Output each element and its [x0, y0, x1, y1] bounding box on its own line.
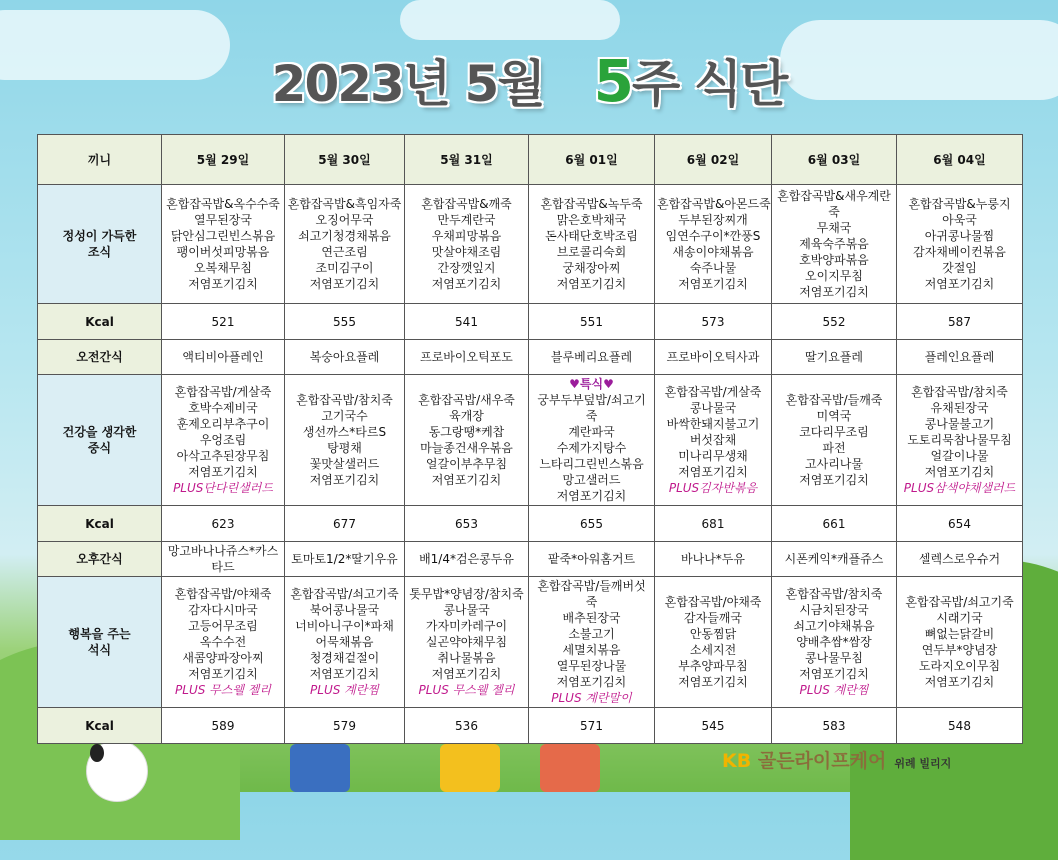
menu-item: 죽 — [585, 595, 598, 609]
breakfast-kcal-row — [38, 304, 1023, 340]
dinner-kcal-row — [38, 708, 1023, 744]
character-legs — [440, 744, 500, 792]
header-day: 5월 30일 — [285, 135, 405, 185]
kcal-value: 661 — [772, 506, 897, 542]
menu-item: 죽 — [585, 409, 598, 423]
kcal-value: 677 — [285, 506, 405, 542]
kcal-value: 654 — [897, 506, 1023, 542]
menu-item: 저염포기김치 — [799, 667, 869, 681]
kcal-value: 583 — [772, 708, 897, 744]
snack-item: 팥죽*아워홈거트 — [529, 542, 655, 577]
menu-item: 버섯잡채 — [689, 433, 737, 447]
dinner-cell — [529, 577, 655, 708]
title-week-number: 5 — [593, 47, 632, 115]
menu-item: 저염포기김치 — [431, 277, 502, 291]
kcal-value: 545 — [655, 708, 772, 744]
menu-item: 궁부두부덮밥/쇠고기 — [537, 393, 646, 407]
menu-item: 톳무밥*양념장/참치죽 — [409, 587, 524, 601]
plus-item: PLUS 계란찜 — [799, 683, 869, 697]
breakfast-cell — [655, 185, 772, 304]
breakfast-cell — [405, 185, 529, 304]
menu-item: 동그랑땡*케찹 — [428, 425, 505, 439]
pm-snack-label: 오후간식 — [38, 542, 162, 577]
menu-item: 혼합잡곡밥/야채죽 — [174, 587, 272, 601]
menu-item: 육개장 — [449, 409, 484, 423]
menu-item: 콩나물국 — [443, 603, 490, 617]
menu-item: 혼합잡곡밥/참치죽 — [296, 393, 393, 407]
menu-item: 수제가지탕수 — [556, 441, 627, 455]
menu-item: 훈제오리부추구이 — [176, 417, 270, 431]
plus-item: PLUS삼색야채샐러드 — [903, 481, 1016, 495]
menu-item: 저염포기김치 — [924, 465, 995, 479]
kcal-value: 541 — [405, 304, 529, 340]
menu-item: 저염포기김치 — [924, 675, 995, 689]
dinner-label: 행복을 주는 석식 — [38, 577, 162, 708]
kcal-label: Kcal — [38, 708, 162, 744]
menu-item: 저염포기김치 — [799, 285, 869, 299]
menu-item: 생선까스*타르S — [302, 425, 387, 439]
menu-item: 저염포기김치 — [556, 675, 627, 689]
snack-item: 배1/4*검은콩두유 — [405, 542, 529, 577]
cloud — [400, 0, 620, 40]
dinner-cell — [162, 577, 285, 708]
kcal-value: 587 — [897, 304, 1023, 340]
kcal-value: 536 — [405, 708, 529, 744]
menu-item: 저염포기김치 — [556, 277, 627, 291]
menu-item: 북어콩나물국 — [309, 603, 380, 617]
menu-item: 오복채무침 — [194, 261, 252, 275]
menu-item: 가자미카레구이 — [425, 619, 508, 633]
dinner-cell — [405, 577, 529, 708]
kcal-value: 552 — [772, 304, 897, 340]
lunch-cell — [529, 375, 655, 506]
menu-item: 혼합잡곡밥/게살죽 — [664, 385, 762, 399]
snack-item: 바나나*두유 — [655, 542, 772, 577]
menu-item: 콩나물무침 — [805, 651, 863, 665]
snack-item: 셀렉스로우슈거 — [897, 542, 1023, 577]
menu-item: 브로콜리숙회 — [556, 245, 627, 259]
kcal-value: 653 — [405, 506, 529, 542]
am-snack-row — [38, 340, 1023, 375]
brand-name: 골든라이프케어 — [757, 750, 887, 772]
menu-item: 혼합잡곡밥/쇠고기죽 — [905, 595, 1014, 609]
menu-item: 맛살야채조림 — [431, 245, 502, 259]
menu-item: 혼합잡곡밥&녹두죽 — [540, 197, 643, 211]
kcal-value: 579 — [285, 708, 405, 744]
menu-item: 숙주나물 — [689, 261, 737, 275]
kcal-label: Kcal — [38, 506, 162, 542]
menu-item: 계란파국 — [568, 425, 615, 439]
menu-item: 얼갈이나물 — [930, 449, 989, 463]
header-corner: 끼니 — [38, 135, 162, 185]
snack-item: 액티비아플레인 — [162, 340, 285, 375]
dinner-cell — [897, 577, 1023, 708]
menu-item: 만두계란국 — [437, 213, 496, 227]
menu-item: 미역국 — [816, 409, 852, 423]
page-title — [0, 44, 1058, 114]
menu-item: 혼합잡곡밥/참치죽 — [785, 587, 883, 601]
menu-item: 호박수제비국 — [188, 401, 258, 415]
dog-ear — [90, 744, 104, 762]
menu-item: 저염포기김치 — [678, 465, 748, 479]
kcal-value: 521 — [162, 304, 285, 340]
menu-item: 연근조림 — [321, 245, 368, 259]
lunch-cell — [655, 375, 772, 506]
title-week-suffix: 주 식단 — [632, 55, 787, 113]
header-day: 5월 31일 — [405, 135, 529, 185]
snack-item: 망고바나나쥬스*카스타드 — [162, 542, 285, 577]
menu-item: 저염포기김치 — [309, 277, 380, 291]
menu-item: 청경채겉절이 — [309, 651, 380, 665]
menu-item: 제육숙주볶음 — [799, 237, 869, 251]
menu-item: 궁채장아찌 — [562, 261, 621, 275]
breakfast-cell — [162, 185, 285, 304]
menu-item: 저염포기김치 — [188, 277, 258, 291]
dinner-row — [38, 577, 1023, 708]
menu-item: 우엉조림 — [199, 433, 247, 447]
character-legs — [290, 744, 350, 792]
menu-item: 혼합잡곡밥/게살죽 — [174, 385, 272, 399]
plus-item: PLUS김자반볶음 — [668, 481, 758, 495]
plus-item: PLUS단다린샐러드 — [173, 481, 273, 495]
menu-item: 오이지무침 — [805, 269, 863, 283]
menu-item: 닭안심그린빈스볶음 — [170, 229, 276, 243]
menu-item: 오징어무국 — [315, 213, 374, 227]
menu-item: 유채된장국 — [930, 401, 989, 415]
menu-item: 새콤양파장아찌 — [182, 651, 264, 665]
menu-item: 안동찜닭 — [689, 627, 737, 641]
menu-item: 망고샐러드 — [562, 473, 621, 487]
menu-item: 저염포기김치 — [309, 667, 380, 681]
menu-item: 아욱국 — [942, 213, 977, 227]
snack-item: 복숭아요플레 — [285, 340, 405, 375]
breakfast-cell — [897, 185, 1023, 304]
pm-snack-row — [38, 542, 1023, 577]
lunch-cell — [405, 375, 529, 506]
menu-item: 죽 — [828, 205, 840, 219]
dinner-cell — [285, 577, 405, 708]
menu-item: 마늘종건새우볶음 — [420, 441, 513, 455]
menu-item: 혼합잡곡밥&옥수수죽 — [166, 197, 280, 211]
menu-item: 혼합잡곡밥&새우계란 — [777, 189, 891, 203]
menu-item: 양배추쌈*쌈장 — [796, 635, 872, 649]
menu-item: 저염포기김치 — [799, 473, 869, 487]
header-day: 6월 01일 — [529, 135, 655, 185]
menu-item: 콩나물불고기 — [924, 417, 995, 431]
snack-item: 시폰케익*캐플쥬스 — [772, 542, 897, 577]
brand-sub: 위례 빌리지 — [894, 757, 952, 770]
menu-item: 아귀콩나물찜 — [924, 229, 995, 243]
menu-item: 고사리나물 — [805, 457, 863, 471]
menu-item: 고기국수 — [321, 409, 368, 423]
menu-item: 열무된장국 — [194, 213, 252, 227]
menu-item: 연두부*양념장 — [921, 643, 998, 657]
menu-item: 바싹한돼지불고기 — [666, 417, 760, 431]
kcal-value: 589 — [162, 708, 285, 744]
menu-item: 저염포기김치 — [678, 675, 748, 689]
menu-item: 열무된장나물 — [556, 659, 627, 673]
snack-item: 토마토1/2*딸기우유 — [285, 542, 405, 577]
snack-item: 딸기요플레 — [772, 340, 897, 375]
menu-item: 뼈없는닭갈비 — [924, 627, 995, 641]
menu-item: 저염포기김치 — [188, 465, 258, 479]
snack-item: 프로바이오틱사과 — [655, 340, 772, 375]
plus-item: PLUS 무스웰 젤리 — [418, 683, 515, 697]
menu-item: 소세지전 — [689, 643, 737, 657]
menu-item: 저염포기김치 — [556, 489, 627, 503]
footer-logo — [722, 746, 951, 773]
menu-item: 취나물볶음 — [437, 651, 496, 665]
menu-item: 혼합잡곡밥&흑임자죽 — [287, 197, 402, 211]
menu-item: 우채피망볶음 — [431, 229, 502, 243]
breakfast-label: 정성이 가득한 조식 — [38, 185, 162, 304]
menu-item: 감자채베이컨볶음 — [913, 245, 1006, 259]
breakfast-cell — [772, 185, 897, 304]
menu-item: 갓절임 — [942, 261, 977, 275]
menu-item: 세멸치볶음 — [562, 643, 621, 657]
menu-item: 혼합잡곡밥&누룽지 — [908, 197, 1011, 211]
kcal-label: Kcal — [38, 304, 162, 340]
menu-item: 맑은호박채국 — [556, 213, 627, 227]
menu-item: 혼합잡곡밥/야채죽 — [664, 595, 762, 609]
title-main: 2023년 5월 — [271, 55, 544, 113]
menu-item: 혼합잡곡밥/들깨죽 — [785, 393, 883, 407]
lunch-cell — [772, 375, 897, 506]
menu-item: 코다리무조림 — [799, 425, 869, 439]
header-day: 5월 29일 — [162, 135, 285, 185]
menu-item: 쇠고기청경채볶음 — [298, 229, 391, 243]
menu-item: 저염포기김치 — [431, 667, 502, 681]
menu-item: 어묵채볶음 — [315, 635, 374, 649]
character-legs — [540, 744, 600, 792]
menu-item: 저염포기김치 — [309, 473, 380, 487]
menu-item: 돈사태단호박조림 — [545, 229, 638, 243]
menu-item: 혼합잡곡밥&깨죽 — [421, 197, 512, 211]
menu-item: 무채국 — [816, 221, 852, 235]
menu-item: 시금치된장국 — [799, 603, 869, 617]
plus-item: PLUS 계란찜 — [310, 683, 379, 697]
header-day: 6월 04일 — [897, 135, 1023, 185]
menu-item: 느타리그린빈스볶음 — [539, 457, 644, 471]
menu-item: 저염포기김치 — [678, 277, 748, 291]
menu-item: 임연수구이*깐풍S — [665, 229, 761, 243]
menu-item: 실곤약야채무침 — [425, 635, 508, 649]
menu-item: 콩나물국 — [689, 401, 737, 415]
lunch-cell — [162, 375, 285, 506]
lunch-cell — [285, 375, 405, 506]
menu-item: 혼합잡곡밥/쇠고기죽 — [290, 587, 399, 601]
header-day: 6월 02일 — [655, 135, 772, 185]
kcal-value: 623 — [162, 506, 285, 542]
snack-item: 블루베리요플레 — [529, 340, 655, 375]
menu-item: 저염포기김치 — [188, 667, 258, 681]
menu-item: 배추된장국 — [562, 611, 621, 625]
menu-item: 부추양파무침 — [678, 659, 748, 673]
lunch-cell — [897, 375, 1023, 506]
menu-item: 옥수수전 — [199, 635, 247, 649]
menu-item: 시래기국 — [936, 611, 983, 625]
menu-item: 도토리묵참나물무침 — [907, 433, 1012, 447]
lunch-kcal-row — [38, 506, 1023, 542]
kcal-value: 555 — [285, 304, 405, 340]
menu-item: 얼갈이부추무침 — [425, 457, 508, 471]
menu-item: 혼합잡곡밥/들깨버섯 — [537, 579, 646, 593]
dinner-cell — [655, 577, 772, 708]
menu-item: 혼합잡곡밥&아몬드죽 — [657, 197, 771, 211]
menu-item: 파전 — [822, 441, 846, 455]
menu-item: 저염포기김치 — [924, 277, 995, 291]
breakfast-cell — [529, 185, 655, 304]
menu-item: 감자다시마국 — [188, 603, 258, 617]
menu-item: 감자들깨국 — [684, 611, 742, 625]
dinner-cell — [772, 577, 897, 708]
am-snack-label: 오전간식 — [38, 340, 162, 375]
meal-table — [37, 134, 1023, 744]
brand-kb: KB — [722, 750, 752, 772]
menu-item: 꽃맛살샐러드 — [309, 457, 380, 471]
menu-item: 쇠고기야채볶음 — [793, 619, 875, 633]
plus-item: PLUS 계란말이 — [551, 691, 632, 705]
breakfast-cell — [285, 185, 405, 304]
plus-item: PLUS 무스웰 젤리 — [175, 683, 271, 697]
lunch-label: 건강을 생각한 중식 — [38, 375, 162, 506]
lunch-row — [38, 375, 1023, 506]
menu-item: 두부된장찌개 — [678, 213, 748, 227]
menu-item: 미나리무생채 — [678, 449, 748, 463]
menu-item: 호박양파볶음 — [799, 253, 869, 267]
breakfast-row — [38, 185, 1023, 304]
menu-item: 도라지오이무침 — [918, 659, 1001, 673]
menu-item: 고등어무조림 — [188, 619, 258, 633]
menu-item: 팽이버섯피망볶음 — [176, 245, 270, 259]
menu-item: 아삭고추된장무침 — [176, 449, 270, 463]
menu-item: 탕평채 — [327, 441, 362, 455]
header-row — [38, 135, 1023, 185]
kcal-value: 655 — [529, 506, 655, 542]
menu-item: 저염포기김치 — [431, 473, 502, 487]
kcal-value: 551 — [529, 304, 655, 340]
snack-item: 플레인요플레 — [897, 340, 1023, 375]
menu-item: 간장깻잎지 — [437, 261, 496, 275]
menu-item: 혼합잡곡밥/참치죽 — [911, 385, 1008, 399]
menu-item: 너비아니구이*파채 — [295, 619, 394, 633]
header-day: 6월 03일 — [772, 135, 897, 185]
menu-item: 소불고기 — [568, 627, 615, 641]
snack-item: 프로바이오틱포도 — [405, 340, 529, 375]
menu-item: 혼합잡곡밥/새우죽 — [418, 393, 515, 407]
kcal-value: 573 — [655, 304, 772, 340]
menu-item: 조미김구이 — [315, 261, 374, 275]
menu-item: 새송이야채볶음 — [672, 245, 754, 259]
kcal-value: 548 — [897, 708, 1023, 744]
special-meal-tag: ♥특식♥ — [569, 377, 614, 391]
kcal-value: 681 — [655, 506, 772, 542]
kcal-value: 571 — [529, 708, 655, 744]
